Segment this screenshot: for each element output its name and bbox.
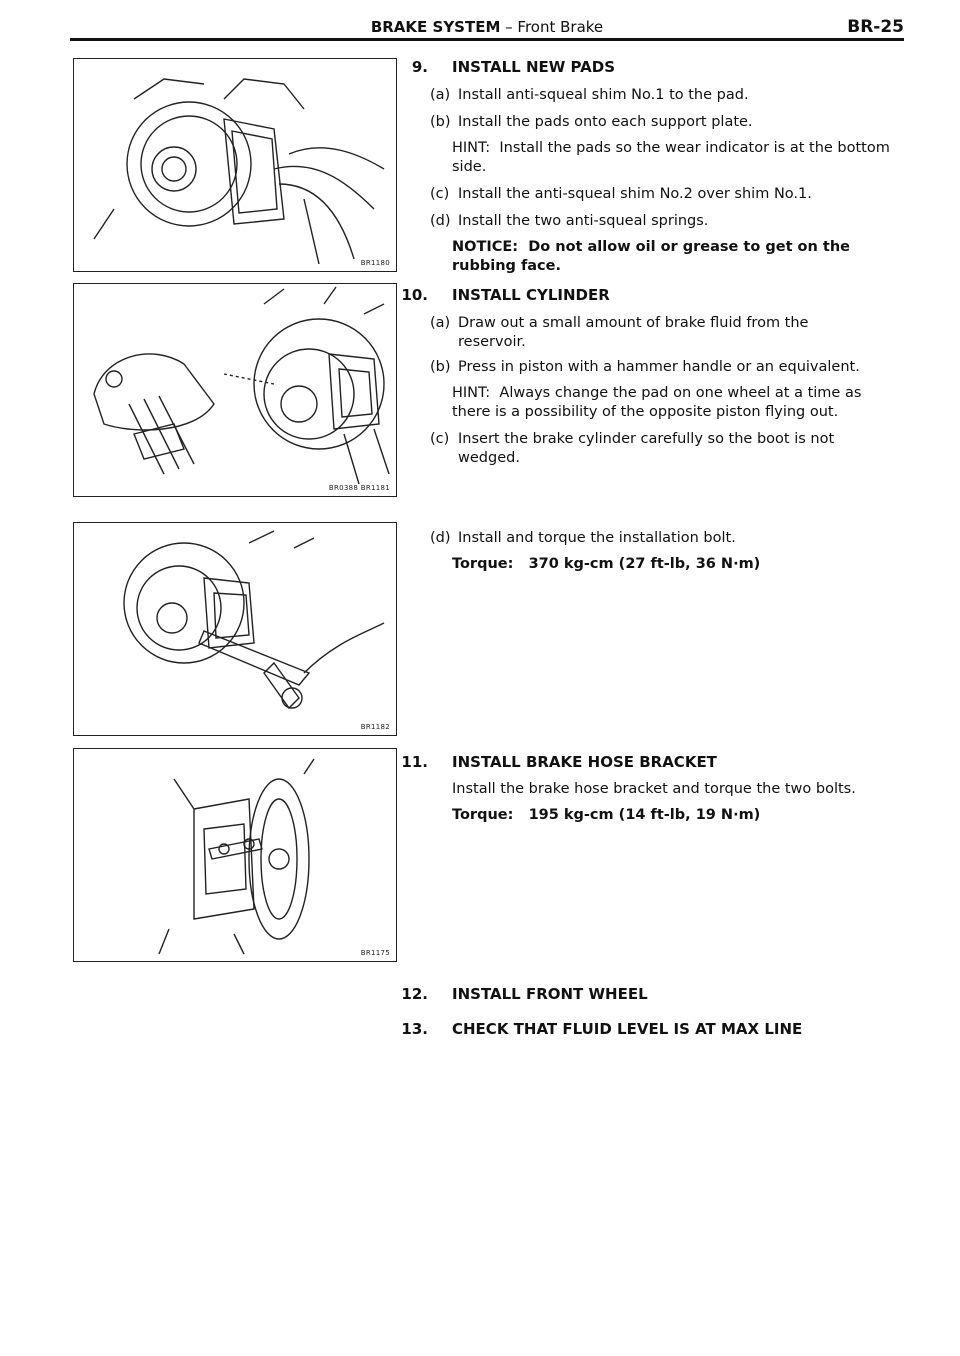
- step-11-heading: 11. INSTALL BRAKE HOSE BRACKET: [401, 753, 717, 771]
- figure-code: BR0388 BR1181: [328, 484, 390, 492]
- figure-code: BR1175: [360, 949, 390, 957]
- step-10-heading: 10. INSTALL CYLINDER: [401, 286, 610, 304]
- step-9d: (d) Install the two anti-squeal springs.: [430, 213, 709, 229]
- step-12-heading: 12. INSTALL FRONT WHEEL: [401, 985, 648, 1003]
- figure-torque-bolt: [73, 522, 397, 736]
- step-9-notice: NOTICE: Do not allow oil or grease to get on the rubbing face.: [452, 239, 850, 274]
- step-10d: (d) Install and torque the installation bolt.: [430, 530, 736, 546]
- cylinder-illustration: [74, 284, 396, 496]
- page-number: BR-25: [847, 17, 904, 37]
- step-11-text: Install the brake hose bracket and torque the two bolts.: [452, 781, 856, 797]
- hose-bracket-illustration: [74, 749, 396, 961]
- step-13-heading: 13. CHECK THAT FLUID LEVEL IS AT MAX LINE: [401, 1020, 803, 1038]
- section-title: BRAKE SYSTEM – Front Brake: [370, 18, 604, 36]
- header-rule: [70, 38, 904, 41]
- step-10a: (a) Draw out a small amount of brake fluid from the reservoir.: [430, 315, 809, 350]
- figure-hose-bracket: [73, 748, 397, 962]
- step-9b: (b) Install the pads onto each support plate.: [430, 114, 753, 130]
- figure-install-cylinder: [73, 283, 397, 497]
- pads-illustration: [74, 59, 396, 271]
- step-10-torque: Torque: 370 kg-cm (27 ft-lb, 36 N·m): [452, 556, 761, 572]
- step-9c: (c) Install the anti-squeal shim No.2 over shim No.1.: [430, 186, 812, 202]
- figure-code: BR1182: [360, 723, 390, 731]
- step-9-heading: 9. INSTALL NEW PADS: [411, 58, 616, 76]
- figure-code: BR1180: [360, 259, 390, 267]
- step-10c: (c) Insert the brake cylinder carefully so the boot is not wedged.: [430, 431, 835, 466]
- step-11-torque: Torque: 195 kg-cm (14 ft-lb, 19 N·m): [452, 807, 761, 823]
- figure-install-pads: [73, 58, 397, 272]
- step-10-hint: HINT: Always change the pad on one wheel at a time as there is a possibility of the opposite piston flying out.: [452, 385, 862, 420]
- step-9a: (a) Install anti-squeal shim No.1 to the pad.: [430, 87, 749, 103]
- step-9-hint: HINT: Install the pads so the wear indicator is at the bottom side.: [452, 140, 890, 175]
- torque-bolt-illustration: [74, 523, 396, 735]
- step-10b: (b) Press in piston with a hammer handle or an equivalent.: [430, 359, 860, 375]
